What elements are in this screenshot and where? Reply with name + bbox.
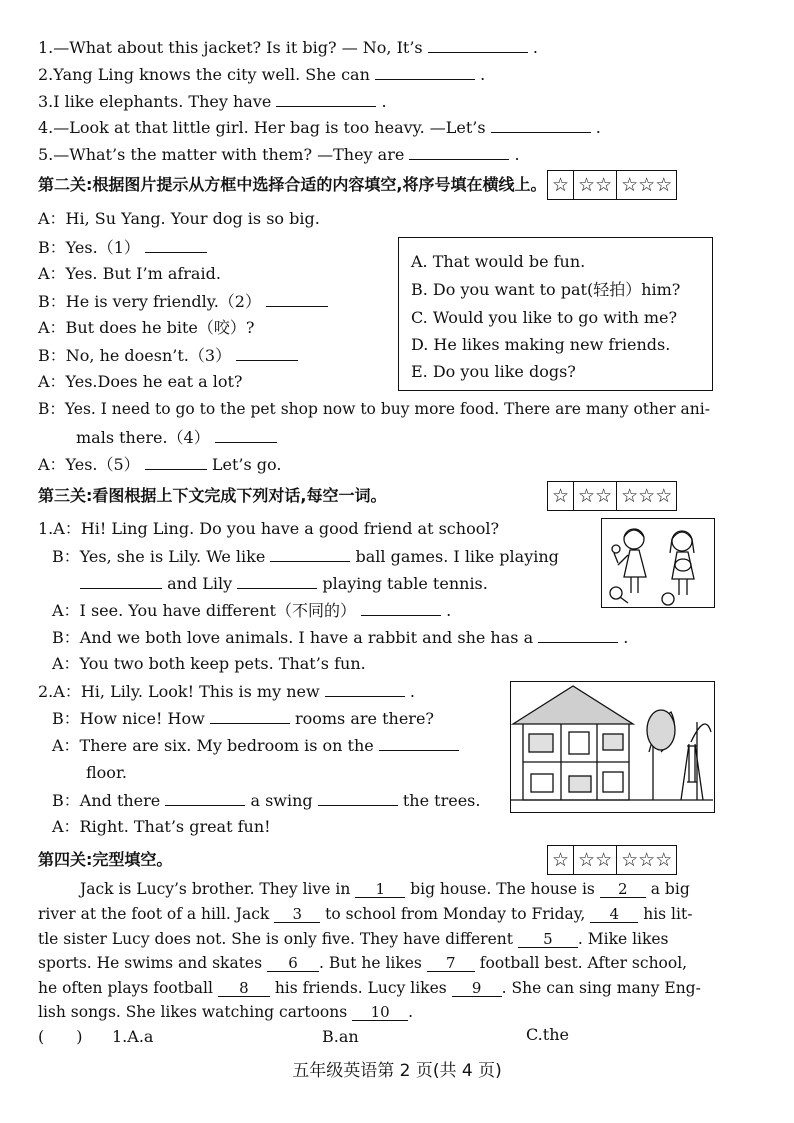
answer-blank[interactable]: [210, 707, 290, 724]
section-title-part4: 第四关:完型填空。: [38, 850, 173, 869]
cloze-line: he often plays football 8 his friends. Lucy likes 9 . She can sing many Eng-: [38, 979, 701, 997]
answer-blank[interactable]: [318, 789, 398, 806]
answer-blank[interactable]: [215, 426, 277, 443]
star-1-icon[interactable]: ☆: [552, 485, 570, 507]
page-footer: 五年级英语第 2 页(共 4 页): [292, 1061, 502, 1081]
dialog-line: 2.A：Hi, Lily. Look! This is my new .: [38, 682, 415, 701]
dialog-line: A：Hi, Su Yang. Your dog is so big.: [38, 209, 320, 228]
house-illustration: [510, 681, 715, 813]
star-1-icon[interactable]: ☆: [552, 849, 570, 871]
answer-blank[interactable]: [145, 236, 207, 253]
section-title-part2: 第二关:根据图片提示从方框中选择合适的内容填空,将序号填在横线上。: [38, 175, 547, 194]
dialog-line: B：Yes, she is Lily. We like ball games. I like playing: [52, 547, 559, 566]
cloze-blank[interactable]: 4: [590, 906, 638, 923]
cloze-line: tle sister Lucy does not. She is only five. They have different 5 . Mike likes: [38, 930, 669, 948]
option-b: B. Do you want to pat(轻拍）him?: [411, 280, 681, 299]
cloze-blank[interactable]: 5: [518, 931, 578, 948]
question-1-option-b: B.an: [322, 1027, 359, 1046]
girls-illustration: [601, 518, 715, 608]
star-2-icon[interactable]: ☆☆: [573, 171, 616, 199]
dialog-line: A：You two both keep pets. That’s fun.: [52, 654, 366, 673]
cloze-line: lish songs. She likes watching cartoons 10 .: [38, 1003, 414, 1021]
dialog-line: A：Yes. But I’m afraid.: [38, 264, 221, 283]
cloze-blank[interactable]: 8: [218, 980, 270, 997]
star-3-icon[interactable]: ☆☆☆: [616, 846, 676, 874]
answer-blank[interactable]: [266, 290, 328, 307]
star-2-icon[interactable]: ☆☆: [573, 482, 616, 510]
dialog-line: B：How nice! How rooms are there?: [52, 709, 434, 728]
answer-blank[interactable]: [236, 344, 298, 361]
answer-blank[interactable]: [538, 626, 618, 643]
option-e: E. Do you like dogs?: [411, 362, 576, 381]
dialog-line: A：There are six. My bedroom is on the: [52, 734, 459, 757]
cloze-blank[interactable]: 3: [274, 906, 320, 923]
option-d: D. He likes making new friends.: [411, 335, 671, 354]
answer-blank[interactable]: [145, 453, 207, 470]
dialog-line: mals there.（4）: [76, 426, 277, 449]
dialog-line: A：Right. That’s great fun!: [52, 817, 271, 836]
dialog-line: A：I see. You have different（不同的） .: [52, 601, 452, 620]
two-girls-icon: [602, 519, 713, 606]
answer-paren[interactable]: ( ): [38, 1027, 83, 1046]
star-2-icon[interactable]: ☆☆: [573, 846, 616, 874]
part1-item-2: 2.Yang Ling knows the city well. She can .: [38, 65, 486, 84]
star-1-icon[interactable]: ☆: [552, 174, 570, 196]
option-a: A. That would be fun.: [411, 252, 586, 271]
answer-blank[interactable]: [165, 789, 245, 806]
dialog-line: B：Yes.（1）: [38, 236, 207, 259]
section-title-part3: 第三关:看图根据上下文完成下列对话,每空一词。: [38, 486, 387, 505]
answer-blank[interactable]: [276, 90, 376, 107]
answer-blank[interactable]: [379, 734, 459, 751]
house-icon: [511, 682, 713, 811]
part1-item-5: 5.—What’s the matter with them? —They are .: [38, 145, 520, 164]
dialog-line: floor.: [86, 763, 127, 782]
dialog-line: A：Yes.Does he eat a lot?: [38, 372, 243, 391]
answer-blank[interactable]: [80, 572, 162, 589]
answer-blank[interactable]: [237, 572, 317, 589]
answer-blank[interactable]: [325, 680, 405, 697]
dialog-line: B：No, he doesn’t.（3）: [38, 344, 298, 367]
dialog-line: A：Yes.（5） Let’s go.: [38, 455, 282, 474]
question-1-option-c: C.the: [526, 1025, 569, 1044]
star-rating: [547, 170, 677, 200]
dialog-line: 1.A：Hi! Ling Ling. Do you have a good friend at school?: [38, 519, 500, 538]
cloze-blank[interactable]: 10: [352, 1004, 408, 1021]
dialog-line: and Lily playing table tennis.: [80, 572, 488, 595]
options-box: [398, 237, 713, 391]
part1-item-4: 4.—Look at that little girl. Her bag is too heavy. —Let’s .: [38, 118, 601, 137]
answer-blank[interactable]: [270, 545, 350, 562]
answer-blank[interactable]: [409, 143, 509, 160]
star-rating: [547, 481, 677, 511]
cloze-blank[interactable]: 1: [355, 881, 405, 898]
cloze-line: sports. He swims and skates 6 . But he likes 7 football best. After school,: [38, 954, 688, 972]
dialog-line: B：And we both love animals. I have a rabbit and she has a .: [52, 628, 629, 647]
part1-item-3: 3.I like elephants. They have .: [38, 92, 387, 111]
question-1-option-a: 1.A.a: [112, 1027, 154, 1046]
part1-item-1: 1.—What about this jacket? Is it big? — No, It’s .: [38, 38, 538, 57]
star-3-icon[interactable]: ☆☆☆: [616, 482, 676, 510]
answer-blank[interactable]: [491, 116, 591, 133]
cloze-blank[interactable]: 7: [427, 955, 475, 972]
answer-blank[interactable]: [375, 63, 475, 80]
cloze-line: river at the foot of a hill. Jack 3 to school from Monday to Friday, 4 his lit-: [38, 905, 693, 923]
star-rating: [547, 845, 677, 875]
cloze-blank[interactable]: 6: [267, 955, 319, 972]
dialog-line: B：Yes. I need to go to the pet shop now to buy more food. There are many other ani-: [38, 400, 710, 418]
cloze-blank[interactable]: 2: [600, 881, 646, 898]
answer-blank[interactable]: [428, 36, 528, 53]
dialog-line: B：And there a swing the trees.: [52, 791, 481, 810]
cloze-line: Jack is Lucy’s brother. They live in 1 big house. The house is 2 a big: [80, 880, 690, 898]
cloze-blank[interactable]: 9: [452, 980, 502, 997]
answer-blank[interactable]: [361, 599, 441, 616]
option-c: C. Would you like to go with me?: [411, 308, 678, 327]
star-3-icon[interactable]: ☆☆☆: [616, 171, 676, 199]
dialog-line: A：But does he bite（咬）?: [38, 318, 255, 337]
dialog-line: B：He is very friendly.（2）: [38, 290, 328, 313]
